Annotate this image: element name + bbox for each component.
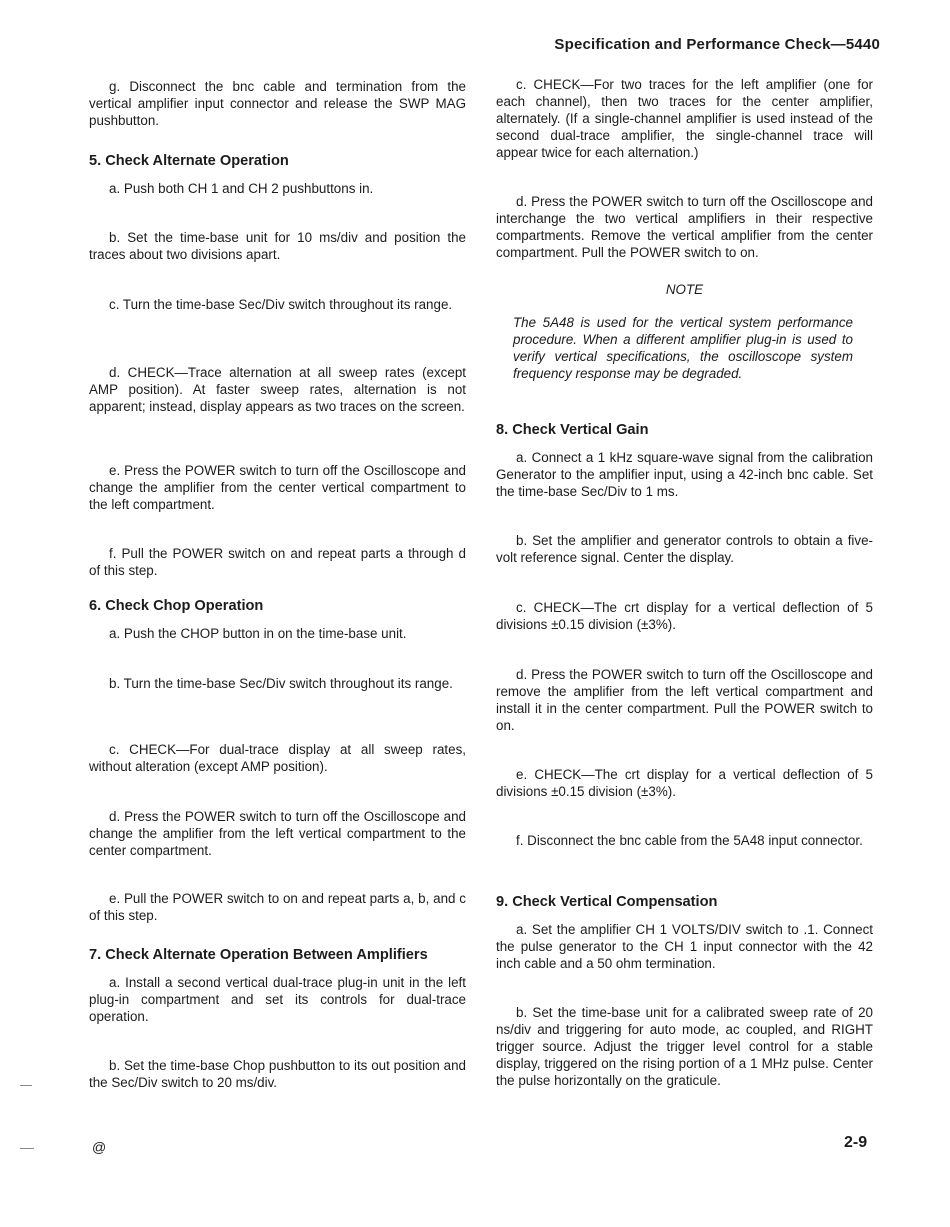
step-5e [89, 462, 466, 513]
step-8a [496, 449, 873, 500]
step-5f-text: f. Pull the POWER switch on and repeat parts a through d of this step. [89, 546, 466, 578]
section-5-heading: 5. Check Alternate Operation [89, 153, 289, 169]
step-8c-text: c. CHECK—The crt display for a vertical deflection of 5 divisions ±0.15 division (±3%). [496, 600, 873, 632]
step-7b-text: b. Set the time-base Chop pushbutton to its out position and the Sec/Div switch to 20 ms/div. [89, 1058, 466, 1090]
step-6b [89, 675, 466, 692]
section-6-heading: 6. Check Chop Operation [89, 598, 264, 614]
section-9-heading: 9. Check Vertical Compensation [496, 894, 718, 910]
step-9b [496, 1004, 873, 1089]
step-8f [496, 832, 873, 849]
step-7c-text: c. CHECK—For two traces for the left amplifier (one for each channel), then two traces for the center amplifier, alternately. (If a single-channel amplifier is used instead of the second dual-trace amplifier, the single-channel trace will appear twice for each alternation.) [496, 77, 873, 160]
step-6e [89, 890, 466, 924]
step-8b [496, 532, 873, 566]
step-6a [89, 625, 466, 642]
step-4g-text: g. Disconnect the bnc cable and termination from the vertical amplifier input connector and release the SWP MAG pushbutton. [89, 79, 466, 128]
step-6d [89, 808, 466, 859]
step-7a-text: a. Install a second vertical dual-trace plug-in unit in the left plug-in compartment and set its controls for dual-trace operation. [89, 975, 466, 1024]
step-7d-text: d. Press the POWER switch to turn off the Oscilloscope and interchange the two vertical amplifiers in their respective compartments. Remove the vertical amplifier from the center compartment. Pull the POWER switch to on. [496, 194, 873, 260]
step-8a-text: a. Connect a 1 kHz square-wave signal from the calibration Generator to the amplifier input, using a 42-inch bnc cable. Set the time-base Sec/Div to 1 ms. [496, 450, 873, 499]
step-9a [496, 921, 873, 972]
step-6c-text: c. CHECK—For dual-trace display at all sweep rates, without alteration (except AMP position). [89, 742, 466, 774]
step-5c [89, 296, 466, 313]
step-6b-text: b. Turn the time-base Sec/Div switch throughout its range. [109, 676, 453, 691]
step-7a [89, 974, 466, 1025]
step-5d-text: d. CHECK—Trace alternation at all sweep rates (except AMP position). At faster sweep rates, alternation is not apparent; instead, display appears as two traces on the screen. [89, 365, 466, 414]
step-9a-text: a. Set the amplifier CH 1 VOLTS/DIV switch to .1. Connect the pulse generator to the CH 1 input connector with the 42 inch cable and a 50 ohm termination. [496, 922, 873, 971]
step-6e-text: e. Pull the POWER switch to on and repeat parts a, b, and c of this step. [89, 891, 466, 923]
step-8e-text: e. CHECK—The crt display for a vertical deflection of 5 divisions ±0.15 division (±3%). [496, 767, 873, 799]
step-4g [89, 78, 466, 129]
step-5a [89, 180, 466, 197]
step-8b-text: b. Set the amplifier and generator controls to obtain a five-volt reference signal. Center the display. [496, 533, 873, 565]
step-5f [89, 545, 466, 579]
section-8-heading: 8. Check Vertical Gain [496, 422, 649, 438]
step-8e [496, 766, 873, 800]
margin-tick-mark [20, 1148, 34, 1149]
section-7-heading: 7. Check Alternate Operation Between Amplifiers [89, 947, 428, 963]
step-8f-text: f. Disconnect the bnc cable from the 5A48 input connector. [516, 833, 863, 848]
note-body: The 5A48 is used for the vertical system performance procedure. When a different amplifier plug-in is used to verify vertical specifications, the oscilloscope system frequency response may be degraded. [513, 315, 853, 381]
step-8d [496, 666, 873, 734]
step-5a-text: a. Push both CH 1 and CH 2 pushbuttons in. [109, 181, 374, 196]
step-6c [89, 741, 466, 775]
running-header: Specification and Performance Check—5440 [554, 36, 880, 53]
note-title: NOTE [665, 282, 704, 297]
step-6d-text: d. Press the POWER switch to turn off the Oscilloscope and change the amplifier from the left vertical compartment to the center compartment. [89, 809, 466, 858]
step-7c [496, 76, 873, 161]
step-8d-text: d. Press the POWER switch to turn off the Oscilloscope and remove the amplifier from the left vertical compartment and install it in the center compartment. Pull the POWER switch to on. [496, 667, 873, 733]
step-7d [496, 193, 873, 261]
margin-tick-mark [20, 1085, 32, 1086]
step-5c-text: c. Turn the time-base Sec/Div switch throughout its range. [109, 297, 453, 312]
step-5e-text: e. Press the POWER switch to turn off the Oscilloscope and change the amplifier from the center vertical compartment to the left compartment. [89, 463, 466, 512]
step-5d [89, 364, 466, 415]
page-number: 2-9 [844, 1134, 868, 1151]
step-6a-text: a. Push the CHOP button in on the time-base unit. [109, 626, 407, 641]
step-7b [89, 1057, 466, 1091]
step-9b-text: b. Set the time-base unit for a calibrated sweep rate of 20 ns/div and triggering for auto mode, ac coupled, and RIGHT trigger source. Adjust the trigger level control for a stable display, triggered on the rising portion of a 1 MHz pulse. Center the pulse horizontally on the graticule. [496, 1005, 873, 1088]
step-5b-text: b. Set the time-base unit for 10 ms/div and position the traces about two divisions apart. [89, 230, 466, 262]
step-5b [89, 229, 466, 263]
step-8c [496, 599, 873, 633]
footer-symbol: @ [92, 1139, 107, 1155]
